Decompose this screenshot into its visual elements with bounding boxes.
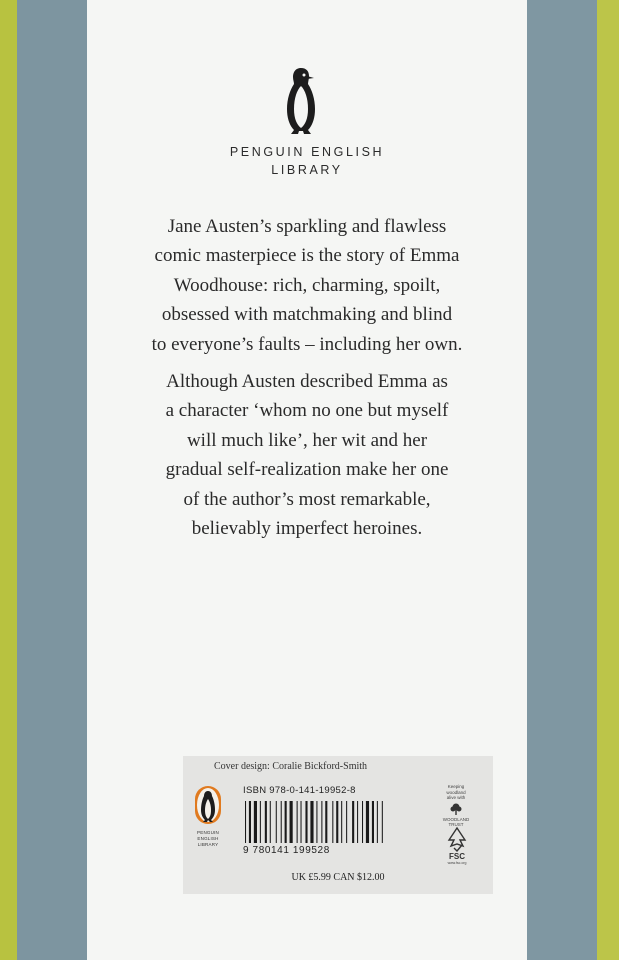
penguin-icon xyxy=(284,66,318,138)
barcode-bar xyxy=(260,801,261,843)
blurb-line: believably imperfect heroines. xyxy=(191,518,423,540)
barcode-bar xyxy=(249,801,251,843)
blurb-line: a character ‘whom no one but myself xyxy=(165,400,449,422)
barcode-bar xyxy=(316,801,317,843)
tree-icon xyxy=(449,803,463,815)
imprint-line-2: LIBRARY xyxy=(271,163,343,177)
barcode-bar xyxy=(270,801,271,843)
barcode-bar xyxy=(336,801,338,843)
blurb-line: Woodhouse: rich, charming, spoilt, xyxy=(173,274,441,296)
barcode-bar xyxy=(362,801,363,843)
blurb-line: gradual self-realization make her one xyxy=(165,459,449,481)
barcode-bar xyxy=(297,801,298,843)
cover-center-panel xyxy=(87,0,527,960)
publisher-line: LIBRARY xyxy=(197,842,219,847)
blurb-line: of the author’s most remarkable, xyxy=(183,488,431,510)
isbn-text: ISBN 978-0-141-19952-8 xyxy=(243,785,356,796)
barcode-bar xyxy=(352,801,354,843)
fsc-badge xyxy=(440,826,474,865)
barcode-bar xyxy=(366,801,369,843)
barcode-bar xyxy=(285,801,287,843)
blurb-paragraph-2 xyxy=(87,367,527,543)
barcode-bar xyxy=(372,801,374,843)
barcode-image xyxy=(245,801,405,843)
barcode-bar xyxy=(346,801,347,843)
woodland-line: woodland xyxy=(446,789,466,795)
publisher-line: PENGUIN xyxy=(197,830,219,835)
fsc-label: FSC xyxy=(449,852,465,861)
right-lime-edge xyxy=(597,0,619,960)
barcode-bar xyxy=(276,801,277,843)
left-lime-edge xyxy=(0,0,17,960)
barcode-bar xyxy=(290,801,293,843)
woodland-line: TRUST xyxy=(448,822,464,827)
barcode-bar xyxy=(332,801,333,843)
blurb-line: obsessed with matchmaking and blind xyxy=(161,304,453,326)
fsc-tree-check-icon xyxy=(446,826,468,852)
barcode-digits: 9 780141 199528 xyxy=(243,845,330,856)
publisher-line: ENGLISH xyxy=(197,836,219,841)
right-slate-band xyxy=(527,0,597,960)
barcode-bar xyxy=(301,801,302,843)
penguin-logo-icon xyxy=(195,786,221,824)
barcode-bar xyxy=(281,801,282,843)
barcode-bar xyxy=(265,801,267,843)
barcode-bar xyxy=(357,801,358,843)
woodland-line: Keeping xyxy=(447,784,465,789)
cover-design-credit: Cover design: Coralie Bickford-Smith xyxy=(214,761,368,772)
blurb-line: Jane Austen’s sparkling and flawless xyxy=(167,216,447,237)
barcode-bar xyxy=(341,801,342,843)
barcode-bar xyxy=(245,801,246,843)
barcode-bar xyxy=(377,801,378,843)
woodland-line: WOODLAND xyxy=(442,816,470,822)
woodland-line: alive with xyxy=(446,795,466,800)
left-slate-band xyxy=(17,0,87,960)
blurb-line: Although Austen described Emma as xyxy=(166,371,448,392)
blurb-paragraph-1 xyxy=(87,212,527,359)
barcode-bar xyxy=(382,801,383,843)
imprint-line-1: PENGUIN ENGLISH xyxy=(229,145,385,159)
barcode-info-box xyxy=(183,756,493,894)
woodland-trust-badge xyxy=(434,784,478,828)
blurb-line: will much like’, her wit and her xyxy=(186,429,428,451)
barcode-bar xyxy=(254,801,257,843)
blurb-line: comic masterpiece is the story of Emma xyxy=(154,245,460,267)
fsc-sub: www.fsc.org xyxy=(447,861,467,865)
barcode-bar xyxy=(305,801,307,843)
price-text: UK £5.99 CAN $12.00 xyxy=(291,872,385,883)
blurb-line: to everyone’s faults – including her own. xyxy=(151,333,463,355)
publisher-logo-text xyxy=(189,830,227,848)
barcode-bar xyxy=(321,801,322,843)
barcode-bar xyxy=(325,801,327,843)
barcode-bar xyxy=(310,801,313,843)
